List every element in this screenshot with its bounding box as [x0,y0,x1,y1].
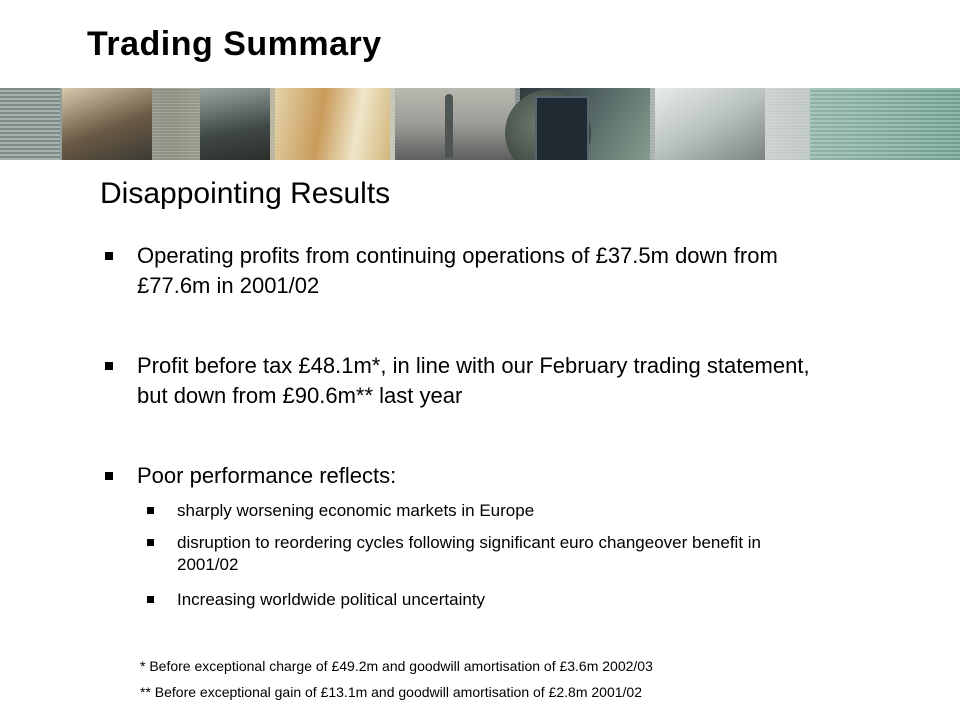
bullet-operating-profits [105,241,837,301]
footnote-exceptional-charge: * Before exceptional charge of £49.2m and goodwill amortisation of £3.6m 2002/03 [140,658,653,674]
section-heading: Disappointing Results [100,177,391,210]
banner-tower-shape [445,94,453,158]
banner-photo-office [200,88,270,160]
footnote-exceptional-gain: ** Before exceptional gain of £13.1m and goodwill amortisation of £2.8m 2001/02 [140,684,642,700]
bullet-text: Operating profits from continuing operations of £37.5m down from £77.6m in 2001/02 [137,243,778,298]
square-bullet-icon [147,596,154,603]
banner-photo-banknote [275,88,390,160]
banner-passport-shape [535,96,589,160]
banner-photo-city [395,88,515,160]
sub-bullet-text: disruption to reordering cycles following significant euro changeover benefit in 2001/02 [177,533,762,574]
banner-stripes-right [810,88,960,160]
slide-title: Trading Summary [87,25,382,63]
sub-bullet-text: sharply worsening economic markets in Europe [177,501,535,520]
sub-bullet-political-uncertainty [147,589,817,611]
bullet-text: Profit before tax £48.1m*, in line with our February trading statement, but down from £90.6m** last year [137,353,810,408]
square-bullet-icon [147,539,154,546]
banner-photo-workers [655,88,765,160]
photo-collage-banner [0,88,960,160]
bullet-text: Poor performance reflects: [137,463,397,488]
sub-bullet-text: Increasing worldwide political uncertainty [177,590,486,609]
square-bullet-icon [147,507,154,514]
sub-bullet-reordering-cycles [147,532,817,576]
bullet-poor-performance [105,461,837,491]
square-bullet-icon [105,362,113,370]
sub-bullet-economic-markets [147,500,817,522]
banner-stripes-left [0,88,60,160]
square-bullet-icon [105,252,113,260]
bullet-profit-before-tax [105,351,837,411]
square-bullet-icon [105,472,113,480]
banner-photo-people [62,88,152,160]
